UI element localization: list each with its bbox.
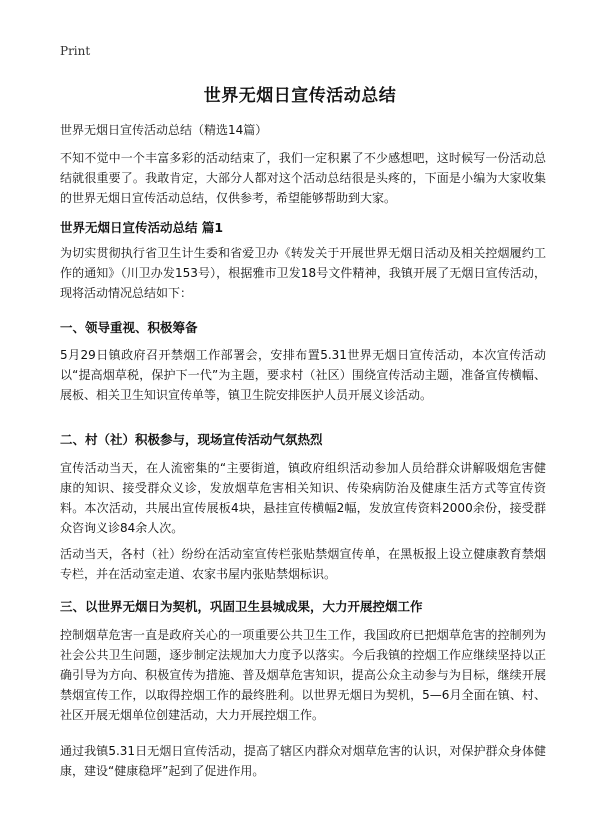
subtitle: 世界无烟日宣传活动总结（精选14篇） [60,123,268,137]
heading-1: 一、领导重视、积极筹备 [60,320,198,335]
paragraph-2: 5月29日镇政府召开禁烟工作部署会，安排布置5.31世界无烟日宣传活动，本次宣传活动以“提高烟草税，保护下一代”为主题，要求村（社区）围绕宣传活动主题，准备宣传横幅、展板、相关卫生知识宣传单等，镇卫生院安排医护人员开展义诊活动。 [60,348,546,402]
paragraph-6: 通过我镇5.31日无烟日宣传活动，提高了辖区内群众对烟草危害的认识，对保护群众身体健康，建设“健康稳坪”起到了促进作用。 [60,744,546,778]
paragraph-5: 控制烟草危害一直是政府关心的一项重要公共卫生工作，我国政府已把烟草危害的控制列为社会公共卫生问题，逐步制定法规加大力度予以落实。今后我镇的控烟工作应继续坚持以正确引导为方向、积极宣传为措施、普及烟草危害知识，提高公众主动参与为目标，继续开展禁烟宣传工作，以取得控烟工作的最终胜利。以世界无烟日为契机，5—6月全面在镇、村、社区开展无烟单位创建活动，大力开展控烟工作。 [60,628,546,722]
print-link[interactable]: Print [60,44,91,58]
paragraph-1: 为切实贯彻执行省卫生计生委和省爱卫办《转发关于开展世界无烟日活动及相关控烟履约工作的通知》（川卫办发153号），根据雅市卫发18号文件精神，我镇开展了无烟日宣传活动，现将活动情况总结如下： [60,246,546,300]
intro-paragraph: 不知不觉中一个丰富多彩的活动结束了，我们一定积累了不少感想吧，这时候写一份活动总结就很重要了。我敢肯定，大部分人都对这个活动总结很是头疼的，下面是小编为大家收集的世界无烟日宣传活动总结，仅供参考，希望能够帮助到大家。 [60,151,546,205]
heading-2: 二、村（社）积极参与，现场宣传活动气氛热烈 [60,432,323,447]
paragraph-4: 活动当天，各村（社）纷纷在活动室宣传栏张贴禁烟宣传单，在黑板报上设立健康教育禁烟专栏，并在活动室走道、农家书屋内张贴禁烟标识。 [60,547,546,581]
paragraph-3: 宣传活动当天，在人流密集的“主要街道，镇政府组织活动参加人员给群众讲解吸烟危害健康的知识、接受群众义诊，发放烟草危害相关知识、传染病防治及健康生活方式等宣传资料。本次活动，共展出宣传展板4块，悬挂宣传横幅2幅，发放宣传资料2000余份，接受群众咨询义诊84余人次。 [60,461,546,535]
heading-3: 三、以世界无烟日为契机，巩固卫生县城成果，大力开展控烟工作 [60,599,423,614]
page-title: 世界无烟日宣传活动总结 [203,86,397,106]
section-title: 世界无烟日宣传活动总结 篇1 [60,220,224,235]
